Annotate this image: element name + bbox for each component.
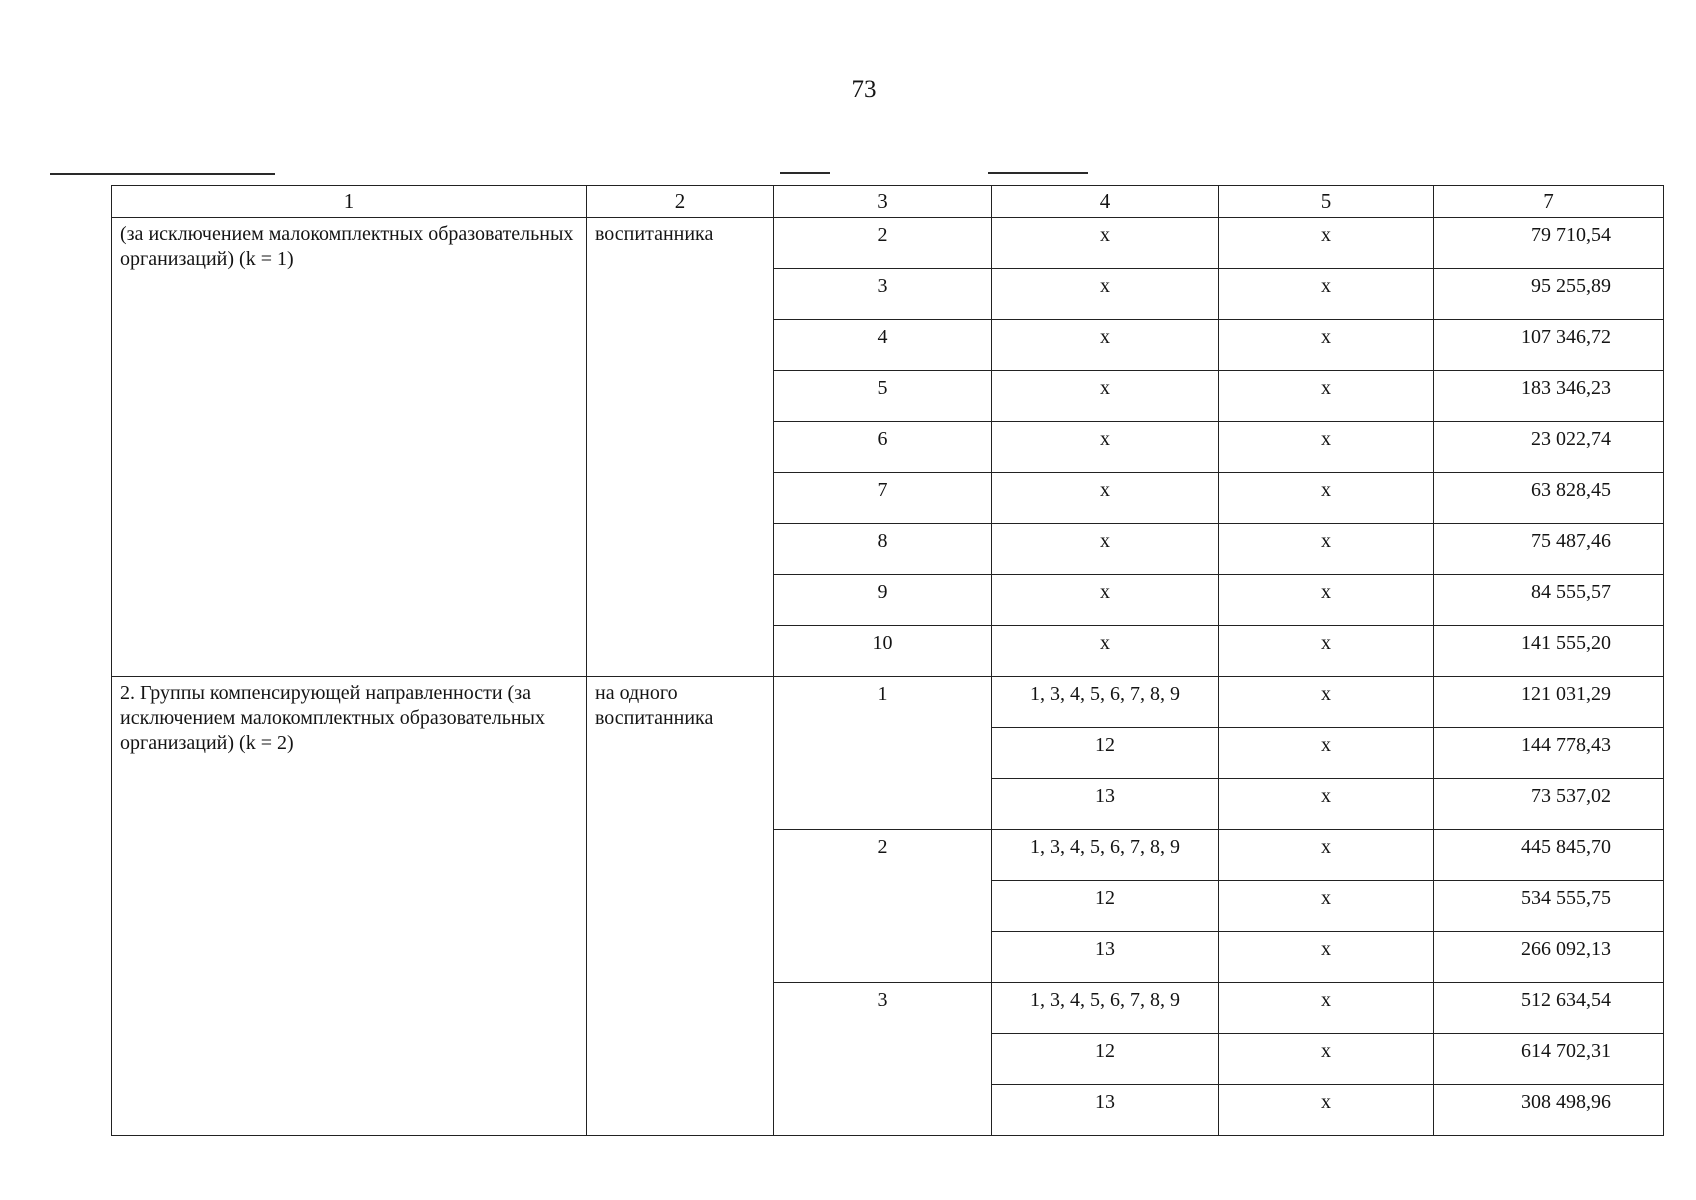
category-cell: 12 — [992, 728, 1219, 779]
marker-cell: х — [1219, 524, 1434, 575]
marker-cell: х — [1219, 728, 1434, 779]
amount-cell: 183 346,23 — [1434, 371, 1664, 422]
group-description: 2. Группы компенсирующей направленности (за исключением малокомплектных образовательных организаций) (k = 2) — [112, 677, 587, 1136]
marker-cell: х — [1219, 932, 1434, 983]
group-size-cell: 3 — [774, 269, 992, 320]
scan-line-left — [50, 173, 275, 175]
marker-cell: х — [1219, 626, 1434, 677]
category-cell: х — [992, 422, 1219, 473]
column-number: 3 — [774, 186, 992, 218]
category-cell: 12 — [992, 881, 1219, 932]
category-cell: 13 — [992, 1085, 1219, 1136]
marker-cell: х — [1219, 677, 1434, 728]
category-cell: 1, 3, 4, 5, 6, 7, 8, 9 — [992, 830, 1219, 881]
column-number: 2 — [587, 186, 774, 218]
category-cell: 1, 3, 4, 5, 6, 7, 8, 9 — [992, 677, 1219, 728]
column-number: 7 — [1434, 186, 1664, 218]
amount-cell: 144 778,43 — [1434, 728, 1664, 779]
amount-cell: 614 702,31 — [1434, 1034, 1664, 1085]
marker-cell: х — [1219, 1034, 1434, 1085]
category-cell: х — [992, 626, 1219, 677]
category-cell: х — [992, 575, 1219, 626]
category-cell: х — [992, 269, 1219, 320]
amount-cell: 512 634,54 — [1434, 983, 1664, 1034]
tariff-table-body — [112, 186, 1664, 1136]
group-size-cell: 2 — [774, 830, 992, 983]
column-number: 1 — [112, 186, 587, 218]
category-cell: 13 — [992, 779, 1219, 830]
amount-cell: 73 537,02 — [1434, 779, 1664, 830]
unit-label: на одного воспитанника — [587, 677, 774, 1136]
category-cell: 13 — [992, 932, 1219, 983]
marker-cell: х — [1219, 830, 1434, 881]
category-cell: 1, 3, 4, 5, 6, 7, 8, 9 — [992, 983, 1219, 1034]
category-cell: х — [992, 218, 1219, 269]
marker-cell: х — [1219, 269, 1434, 320]
marker-cell: х — [1219, 779, 1434, 830]
marker-cell: х — [1219, 983, 1434, 1034]
group-size-cell: 1 — [774, 677, 992, 830]
group-size-cell: 7 — [774, 473, 992, 524]
column-number-row — [112, 186, 1664, 218]
group-size-cell: 6 — [774, 422, 992, 473]
group-size-cell: 10 — [774, 626, 992, 677]
category-cell: х — [992, 524, 1219, 575]
category-cell: х — [992, 320, 1219, 371]
amount-cell: 121 031,29 — [1434, 677, 1664, 728]
group-size-cell: 2 — [774, 218, 992, 269]
group-size-cell: 9 — [774, 575, 992, 626]
marker-cell: х — [1219, 881, 1434, 932]
column-number: 4 — [992, 186, 1219, 218]
marker-cell: х — [1219, 371, 1434, 422]
category-cell: 12 — [992, 1034, 1219, 1085]
marker-cell: х — [1219, 422, 1434, 473]
marker-cell: х — [1219, 473, 1434, 524]
marker-cell: х — [1219, 1085, 1434, 1136]
scan-line-mid — [780, 172, 830, 174]
marker-cell: х — [1219, 218, 1434, 269]
group-description: (за исключением малокомплектных образовательных организаций) (k = 1) — [112, 218, 587, 677]
category-cell: х — [992, 371, 1219, 422]
group-size-cell: 5 — [774, 371, 992, 422]
amount-cell: 141 555,20 — [1434, 626, 1664, 677]
marker-cell: х — [1219, 575, 1434, 626]
amount-cell: 534 555,75 — [1434, 881, 1664, 932]
amount-cell: 107 346,72 — [1434, 320, 1664, 371]
tariff-table — [111, 185, 1664, 1136]
group-size-cell: 8 — [774, 524, 992, 575]
page-number: 73 — [851, 76, 877, 103]
amount-cell: 84 555,57 — [1434, 575, 1664, 626]
amount-cell: 63 828,45 — [1434, 473, 1664, 524]
table-row — [112, 218, 1664, 269]
table-row — [112, 677, 1664, 728]
column-number: 5 — [1219, 186, 1434, 218]
amount-cell: 79 710,54 — [1434, 218, 1664, 269]
amount-cell: 75 487,46 — [1434, 524, 1664, 575]
amount-cell: 23 022,74 — [1434, 422, 1664, 473]
group-size-cell: 3 — [774, 983, 992, 1136]
unit-label: воспитанника — [587, 218, 774, 677]
amount-cell: 95 255,89 — [1434, 269, 1664, 320]
group-size-cell: 4 — [774, 320, 992, 371]
amount-cell: 445 845,70 — [1434, 830, 1664, 881]
scan-line-right — [988, 172, 1088, 174]
amount-cell: 266 092,13 — [1434, 932, 1664, 983]
category-cell: х — [992, 473, 1219, 524]
marker-cell: х — [1219, 320, 1434, 371]
amount-cell: 308 498,96 — [1434, 1085, 1664, 1136]
